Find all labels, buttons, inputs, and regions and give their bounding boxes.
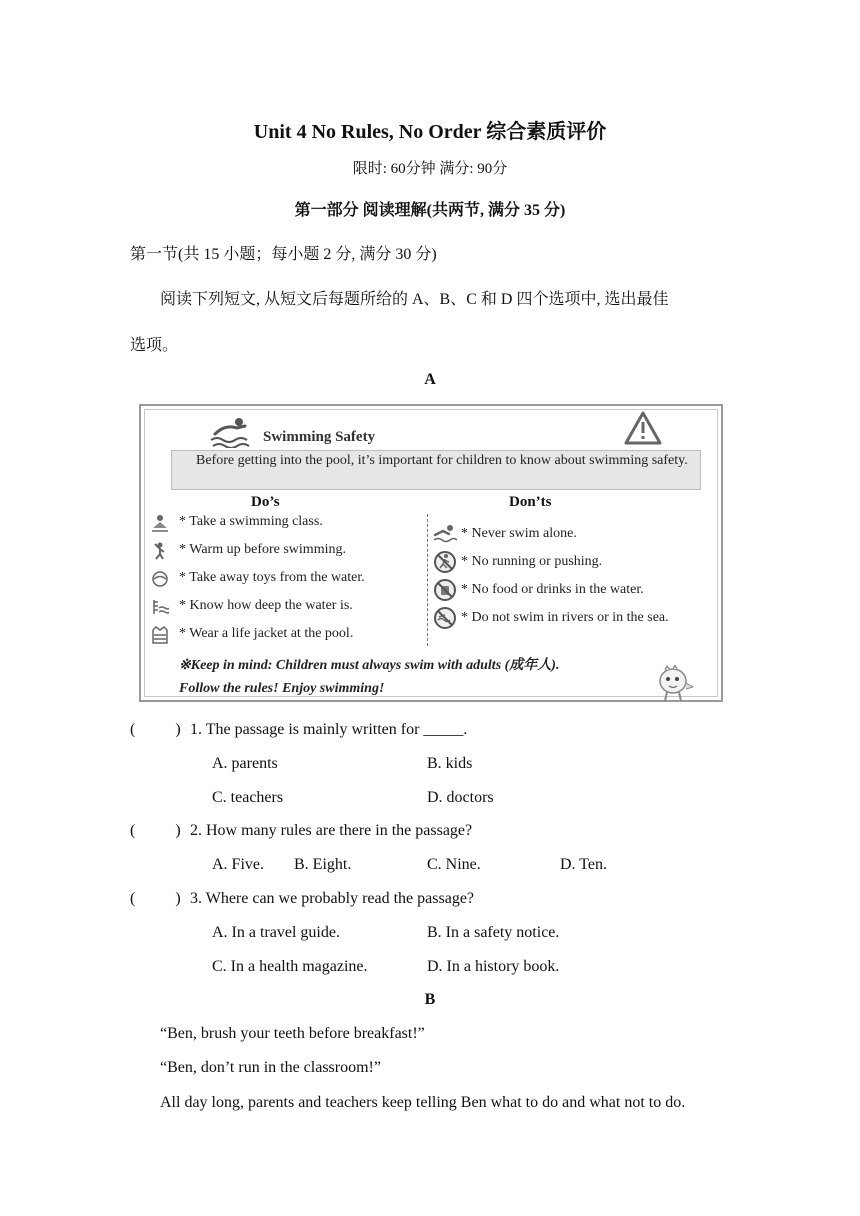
question-stem: 1. The passage is mainly written for _____. — [190, 721, 468, 738]
option-a: A. In a travel guide. — [212, 924, 340, 941]
keep-in-mind-prefix: ※Keep in mind — [179, 658, 268, 673]
dinosaur-mascot-icon — [655, 665, 695, 708]
instruction-line-2: 选项。 — [130, 337, 179, 354]
follow-rules-slogan: Follow the rules! Enjoy swimming! — [179, 681, 385, 696]
document-title: Unit 4 No Rules, No Order 综合素质评价 — [253, 121, 607, 143]
swimmer-logo-icon — [209, 416, 255, 453]
option-b: B. Eight. — [294, 856, 352, 873]
option-a: A. Five. — [212, 856, 264, 873]
question-1 — [130, 721, 468, 739]
answer-blank[interactable]: ( ) — [130, 721, 181, 738]
donts-heading: Don’ts — [509, 494, 552, 510]
no-running-icon — [433, 550, 457, 574]
answer-blank[interactable]: ( ) — [130, 890, 181, 907]
option-c: C. teachers — [212, 789, 284, 806]
notice-title: Swimming Safety — [263, 429, 376, 445]
option-d: D. doctors — [427, 789, 494, 806]
passage-a-label: A — [424, 371, 436, 388]
option-c: C. In a health magazine. — [212, 958, 368, 975]
donts-rule-text: * No running or pushing. — [461, 554, 603, 569]
time-info: 限时: 60分钟 满分: 90分 — [352, 161, 508, 177]
donts-rule-text: * Do not swim in rivers or in the sea. — [461, 610, 669, 625]
dos-rule-text: * Wear a life jacket at the pool. — [179, 626, 354, 641]
swimmer-icon — [433, 524, 457, 544]
dos-rule-text: * Take away toys from the water. — [179, 570, 365, 585]
passage-b-line: All day long, parents and teachers keep telling Ben what to do and what not to do. — [160, 1094, 686, 1111]
section-heading: 第一节(共 15 小题；每小题 2 分, 满分 30 分) — [130, 246, 437, 263]
question-2 — [130, 822, 473, 840]
question-stem: 3. Where can we probably read the passage? — [190, 890, 475, 907]
keep-in-mind-note — [179, 654, 559, 674]
option-b: B. In a safety notice. — [427, 924, 560, 941]
keep-in-mind-text: : Children must always swim with adults (成年人). — [267, 658, 560, 673]
part-heading: 第一部分 阅读理解(共两节, 满分 35 分) — [294, 202, 566, 219]
option-c: C. Nine. — [427, 856, 481, 873]
column-divider — [427, 514, 428, 646]
passage-b-label: B — [424, 991, 436, 1008]
option-d: D. Ten. — [560, 856, 608, 873]
dos-rule-text: * Take a swimming class. — [179, 514, 323, 529]
instruction-line-1: 阅读下列短文, 从短文后每题所给的 A、B、C 和 D 四个选项中, 选出最佳 — [160, 291, 669, 308]
notice-inner-frame — [144, 409, 718, 697]
swimming-safety-notice — [139, 404, 723, 702]
no-swimming-icon — [433, 606, 457, 630]
dos-heading: Do’s — [251, 494, 280, 510]
swimmer-lesson-icon — [151, 514, 169, 532]
warning-triangle-icon — [623, 410, 663, 451]
donts-rule-text: * Never swim alone. — [461, 526, 577, 541]
answer-blank[interactable]: ( ) — [130, 822, 181, 839]
no-food-icon — [433, 578, 457, 602]
question-stem: 2. How many rules are there in the passage? — [190, 822, 473, 839]
passage-b-line: “Ben, don’t run in the classroom!” — [160, 1059, 381, 1076]
passage-b-line: “Ben, brush your teeth before breakfast!” — [160, 1025, 425, 1042]
dos-rule-text: * Warm up before swimming. — [179, 542, 346, 557]
stretching-person-icon — [151, 542, 169, 560]
dos-rule-text: * Know how deep the water is. — [179, 598, 353, 613]
ball-toy-icon — [151, 570, 169, 588]
option-b: B. kids — [427, 755, 473, 772]
donts-rule-text: * No food or drinks in the water. — [461, 582, 644, 597]
option-a: A. parents — [212, 755, 278, 772]
question-3 — [130, 890, 475, 908]
notice-intro: Before getting into the pool, it’s important for children to know about swimming safety. — [171, 450, 701, 490]
option-d: D. In a history book. — [427, 958, 560, 975]
water-depth-icon — [151, 598, 169, 616]
life-jacket-icon — [151, 626, 169, 644]
